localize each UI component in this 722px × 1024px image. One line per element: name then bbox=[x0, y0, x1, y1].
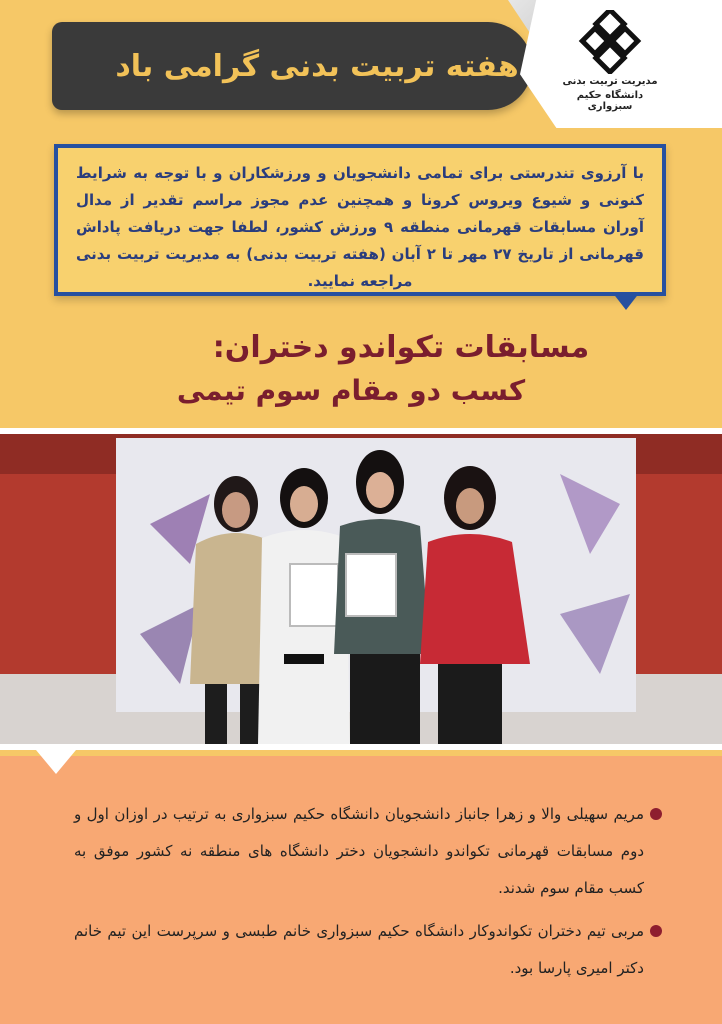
team-photo bbox=[0, 428, 722, 750]
headline-line2: کسب دو مقام سوم تیمی bbox=[176, 374, 526, 407]
bottom-pointer bbox=[36, 750, 76, 774]
header-banner bbox=[52, 22, 532, 110]
header-title: هفته تربیت بدنی گرامی باد bbox=[115, 48, 519, 84]
headline-line1: مسابقات تکواندو دختران: bbox=[212, 330, 590, 365]
body-paragraph-1 bbox=[74, 796, 666, 907]
notice-text: با آرزوی تندرستی برای تمامی دانشجویان و ورزشکاران و با توجه به شرایط کنونی و شیوع ویروس کرونا و همچنین عدم مجوز مراسم تقدیر از مدال آوران مسابقات قهرمانی منطقه ۹ ورزش کشور، لطفا جهت دریافت پاداش قهرمانی از تاریخ ۲۷ مهر تا ۲ آبان (هفته تربیت بدنی) به مدیریت تربیت بدنی مراجعه نمایید. bbox=[76, 164, 645, 290]
body-paragraph-1-text: مریم سهیلی والا و زهرا جانباز دانشجویان دانشگاه حکیم سبزواری به ترتیب در اوزان اول و دوم مسابقات قهرمانی تکواندو دانشجویان دختر دانشگاه های منطقه نه کشور موفق به کسب مقام سوم شدند. bbox=[74, 805, 644, 897]
logo-caption-line2: دانشگاه حکیم سبزواری bbox=[576, 90, 644, 112]
notice-box bbox=[54, 144, 666, 296]
notice-pointer bbox=[612, 292, 640, 310]
university-logo-icon bbox=[578, 10, 642, 74]
logo-caption-line1: مدیریت تربیت بدنی bbox=[562, 76, 658, 87]
body-paragraph-2-text: مربی تیم دختران تکواندوکار دانشگاه حکیم سبزواری خانم طبسی و سرپرست این تیم خانم دکتر امیری پارسا بود. bbox=[74, 922, 644, 977]
team-photo-illustration bbox=[0, 434, 722, 744]
body-paragraph-2 bbox=[74, 913, 666, 987]
